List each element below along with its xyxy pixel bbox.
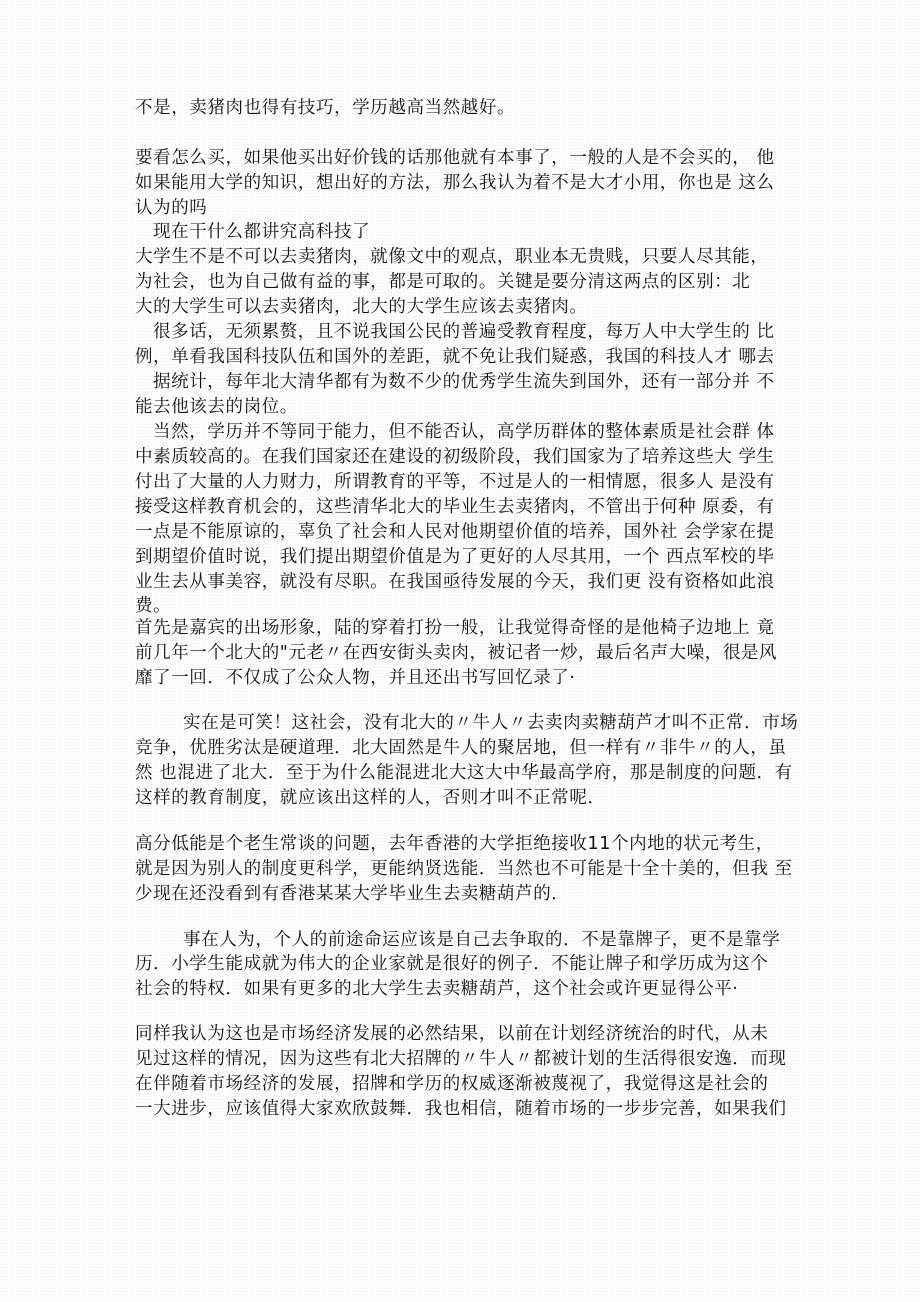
text-line: 这样的教育制度，就应该出这样的人，否则才叫不正常呢． — [135, 788, 606, 808]
text-line: 高分低能是个老生常谈的问题，去年香港的大学拒绝接收11个内地的状元考生， — [135, 834, 774, 854]
text-line: 业生去从事美容，就没有尽职。在我国亟待发展的今天，我们更 没有资格如此浪 — [135, 572, 775, 592]
text-line: 首先是嘉宾的出场形象，陆的穿着打扮一般，让我觉得奇怪的是他椅子边地上 竟 — [135, 618, 775, 638]
text-line: 当然，学历并不等同于能力，但不能否认，高学历群体的整体素质是社会群 体 — [153, 422, 775, 442]
text-line: 同样我认为这也是市场经济发展的必然结果，以前在计划经济统治的时代，从未 — [135, 1024, 769, 1044]
text-line: 现在干什么都讲究高科技了 — [153, 222, 371, 242]
text-line: 竞争，优胜劣汰是硬道理．北大固然是牛人的聚居地，但一样有〃非牛〃的人，虽 — [135, 738, 787, 758]
text-line: 社会的特权．如果有更多的北大学生去卖糖葫芦，这个社会或许更显得公平· — [135, 979, 739, 999]
text-line: 要看怎么买，如果他买出好价钱的话那他就有本事了，一般的人是不会买的， 他 — [135, 148, 775, 168]
text-line: 就是因为别人的制度更科学，更能纳贤选能．当然也不可能是十全十美的，但我 至 — [135, 859, 793, 879]
text-line: 中素质较高的。在我们国家还在建设的初级阶段，我们国家为了培养这些大 学生 — [135, 447, 775, 467]
text-line: 为社会，也为自己做有益的事，都是可取的。关键是要分清这两点的区别：北 — [135, 272, 751, 292]
text-line: 认为的吗 — [135, 198, 208, 218]
text-line: 实在是可笑！这社会，没有北大的〃牛人〃去卖肉卖糖葫芦才叫不正常．市场 — [183, 713, 799, 733]
text-line: 前几年一个北大的"元老〃在西安街头卖肉，被记者一炒，最后名声大噪，很是风 — [135, 643, 778, 663]
text-line: 费。 — [135, 596, 172, 616]
text-line: 一大进步，应该值得大家欢欣鼓舞．我也相信，随着市场的一步步完善，如果我们 — [135, 1099, 787, 1119]
text-line: 能去他该去的岗位。 — [135, 397, 298, 417]
text-line: 大的大学生可以去卖猪肉，北大的大学生应该去卖猪肉。 — [135, 297, 588, 317]
text-line: 事在人为，个人的前途命运应该是自己去争取的．不是靠牌子，更不是靠学 — [183, 930, 781, 950]
text-line: 很多话，无须累赘，且不说我国公民的普遍受教育程度，每万人中大学生的 比 — [153, 322, 775, 342]
text-line: 大学生不是不可以去卖猪肉，就像文中的观点，职业本无贵贱，只要人尽其能， — [135, 247, 769, 267]
text-line: 少现在还没看到有香港某某大学毕业生去卖糖葫芦的． — [135, 884, 570, 904]
text-line: 例，单看我国科技队伍和国外的差距，就不免让我们疑惑，我国的科技人才 哪去 — [135, 347, 775, 367]
text-line: 靡了一回．不仅成了公众人物，并且还出书写回忆录了· — [135, 668, 576, 688]
text-line: 一点是不能原谅的，辜负了社会和人民对他期望价值的培养，国外社 会学家在提 — [135, 522, 775, 542]
text-line: 付出了大量的人力财力，所谓教育的平等，不过是人的一相情愿，很多人 是没有 — [135, 472, 775, 492]
text-line: 如果能用大学的知识，想出好的方法，那么我认为着不是大才小用，你也是 这么 — [135, 173, 775, 193]
text-line: 据统计，每年北大清华都有为数不少的优秀学生流失到国外，还有一部分并 不 — [153, 372, 775, 392]
text-line: 历．小学生能成就为伟大的企业家就是很好的例子．不能让牌子和学历成为这个 — [135, 954, 769, 974]
text-line: 不是，卖猪肉也得有技巧，学历越高当然越好。 — [135, 98, 516, 118]
text-line: 见过这样的情况，因为这些有北大招牌的〃牛人〃都被计划的生活得很安逸．而现 — [135, 1049, 787, 1069]
text-line: 接受这样教育机会的，这些清华北大的毕业生去卖猪肉，不管出于何种 原委，有 — [135, 497, 775, 517]
text-line: 到期望价值时说，我们提出期望价值是为了更好的人尽其用，一个 西点军校的毕 — [135, 547, 775, 567]
text-line: 在伴随着市场经济的发展，招牌和学历的权威逐渐被蔑视了，我觉得这是社会的 — [135, 1074, 769, 1094]
text-line: 然 也混进了北大．至于为什么能混进北大这大中华最高学府，那是制度的问题．有 — [135, 763, 793, 783]
